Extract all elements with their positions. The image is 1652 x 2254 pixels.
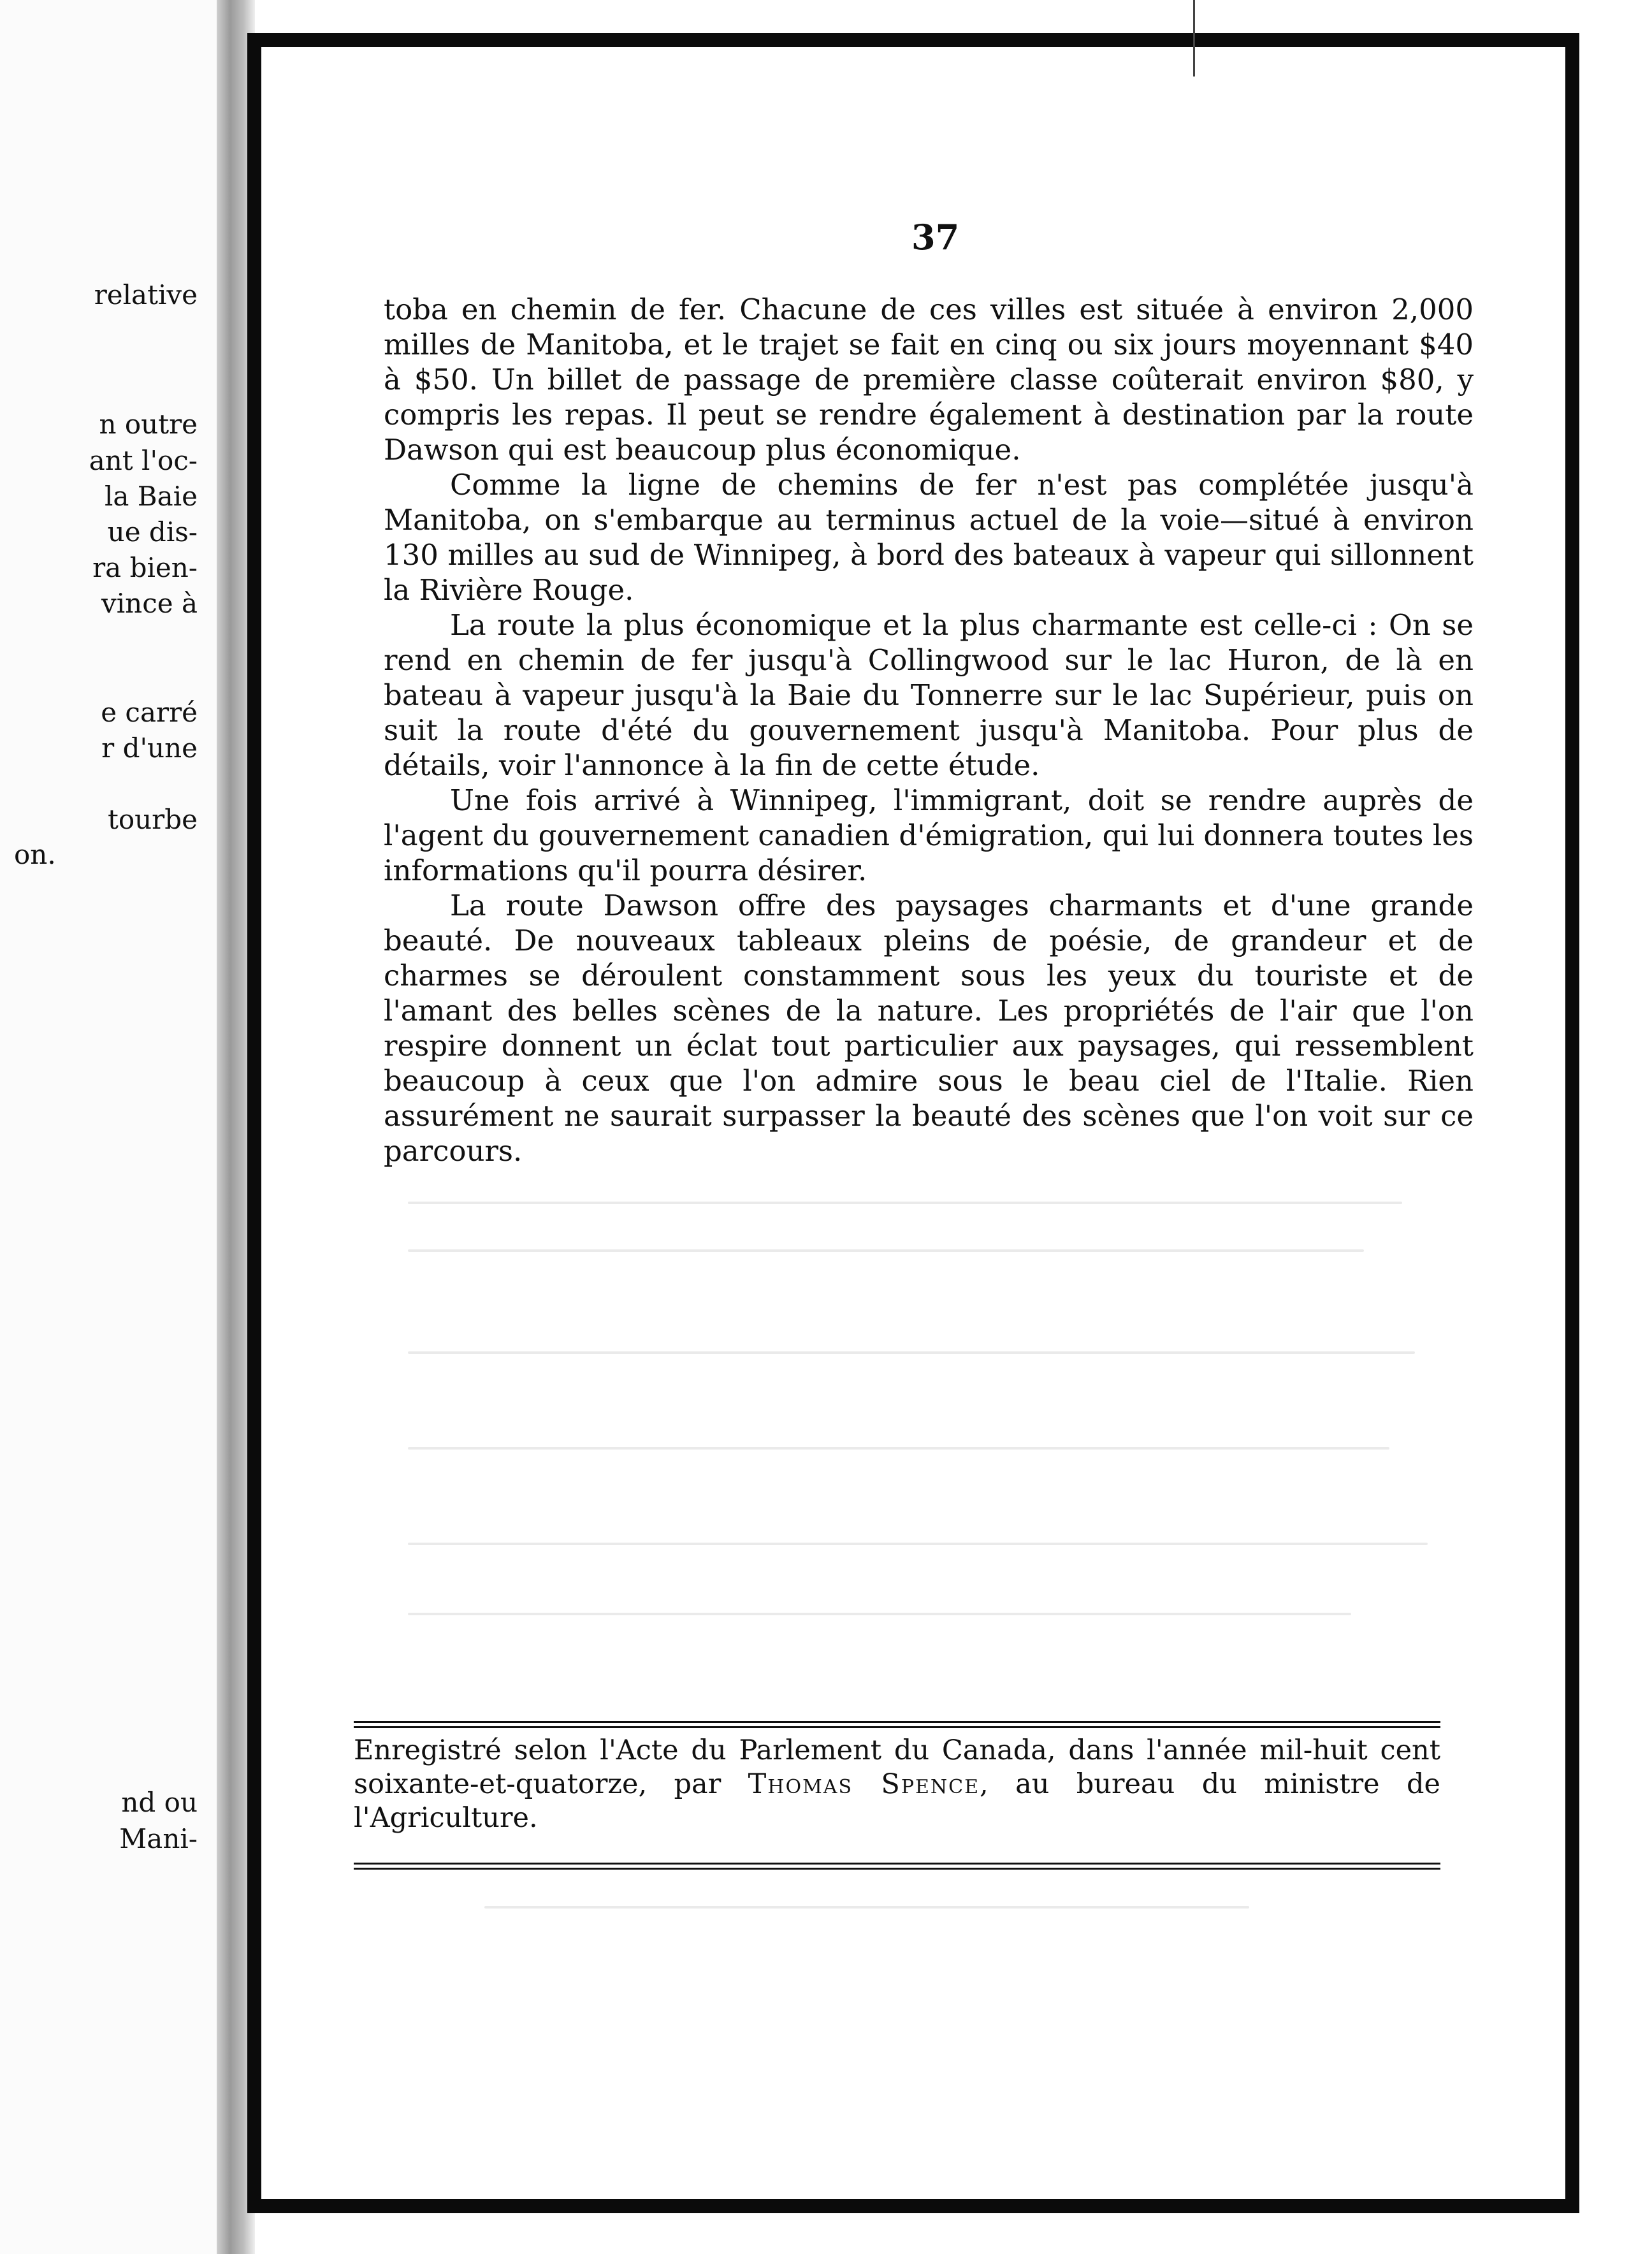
- paragraph: Comme la ligne de chemins de fer n'est pas complétée jusqu'à Manitoba, on s'embarque au terminus actuel de la voie—situé à environ 130 milles au sud de Winnipeg, à bord des bateaux à vapeur qui sillonnent la Rivière Rouge.: [384, 468, 1474, 607]
- paragraph: La route Dawson offre des paysages charmants et d'une grande beauté. De nouveaux tableaux pleins de poésie, de grandeur et de charmes se déroulent constamment sous les yeux du touriste et de l'amant des belles scènes de la nature. Les propriétés de l'air que l'on respire donnent un éclat tout particulier aux paysages, qui ressemblent beaucoup à ceux que l'on admire sous le beau ciel de l'Italie. Rien assurément ne saurait surpasser la beauté des scènes que l'on voit sur ce parcours.: [384, 889, 1474, 1168]
- left-page-fragment: relative: [94, 279, 198, 310]
- left-page-fragment: Mani-: [119, 1823, 198, 1854]
- copyright-notice: [354, 1734, 1440, 1835]
- left-page-fragment: n outre: [99, 409, 198, 440]
- copyright-text: , au bureau du ministre de l'Agriculture.: [354, 1768, 1440, 1834]
- show-through-mark: [408, 1613, 1351, 1615]
- left-page-fragment: on.: [14, 839, 56, 870]
- show-through-mark: [408, 1351, 1415, 1354]
- show-through-mark: [408, 1249, 1364, 1252]
- page-number: 37: [911, 217, 960, 258]
- left-page-fragment: vince à: [101, 588, 198, 619]
- left-page-fragment: ue dis-: [107, 516, 198, 548]
- left-page-fragment: ant l'oc-: [89, 445, 198, 476]
- show-through-mark: [408, 1543, 1428, 1545]
- left-page-fragment: tourbe: [107, 804, 198, 835]
- paragraph: Une fois arrivé à Winnipeg, l'immigrant, doit se rendre auprès de l'agent du gouvernement canadien d'émigration, qui lui donnera toutes les informations qu'il pourra désirer.: [384, 783, 1474, 887]
- left-page-fragment: e carré: [101, 697, 198, 728]
- show-through-mark: [408, 1202, 1402, 1204]
- previous-page: [0, 0, 231, 2254]
- divider-rule: [354, 1863, 1440, 1865]
- divider-rule: [354, 1868, 1440, 1870]
- copyright-text: Enregistré selon l'Acte du Parlement du Canada, dans l'année mil-huit cent soixante-et-quatorze, par: [354, 1734, 1440, 1800]
- scan-scratch: [1193, 0, 1195, 76]
- show-through-mark: [408, 1447, 1389, 1450]
- left-page-fragment: r d'une: [101, 732, 198, 764]
- left-page-fragment: ra bien-: [92, 552, 198, 583]
- divider-rule: [354, 1726, 1440, 1728]
- divider-rule: [354, 1721, 1440, 1723]
- paragraph: toba en chemin de fer. Chacune de ces villes est située à environ 2,000 milles de Manitoba, et le trajet se fait en cinq ou six jours moyennant $40 à $50. Un billet de passage de première classe coûterait environ $80, y compris les repas. Il peut se rendre également à destination par la route Dawson qui est beaucoup plus économique.: [384, 293, 1474, 467]
- left-page-fragment: nd ou: [121, 1787, 198, 1818]
- left-page-fragment: la Baie: [104, 481, 198, 512]
- paragraph: La route la plus économique et la plus charmante est celle-ci : On se rend en chemin de fer jusqu'à Collingwood sur le lac Huron, de là en bateau à vapeur jusqu'à la Baie du Tonnerre sur le lac Supérieur, puis on suit la route d'été du gouvernement jusqu'à Manitoba. Pour plus de détails, voir l'annonce à la fin de cette étude.: [384, 608, 1474, 782]
- show-through-mark: [484, 1906, 1249, 1909]
- body-text: [384, 292, 1474, 1168]
- author-name: Thomas Spence: [748, 1768, 980, 1800]
